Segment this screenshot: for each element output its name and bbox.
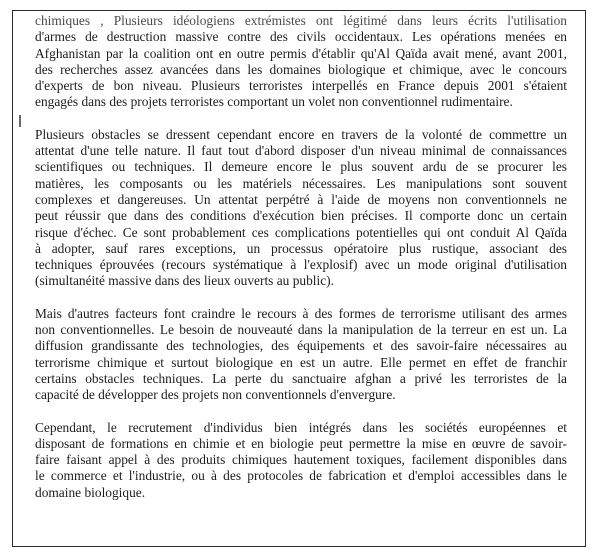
document-frame <box>12 10 586 547</box>
paragraph-2 <box>35 127 567 290</box>
text-line: des recherches assez avancées dans les domaines biologique et chimique, avec le concours <box>35 61 567 77</box>
text-line: Plusieurs obstacles se dressent cependant encore en travers de la volonté de commettre un <box>35 126 567 142</box>
text-line: risque d'échec. Ce sont probablement ces complications potentielles qui ont conduit Al Qaïda <box>35 224 567 240</box>
paragraph-4 <box>35 420 567 501</box>
text-line: matières, les composants ou les matériels nécessaires. Les manipulations sont souvent <box>35 175 567 191</box>
text-line: le commerce et l'industrie, ou à des protocoles de fabrication et d'emploi accessibles dans le <box>35 468 567 484</box>
text-line: terrorisme chimique et surtout biologique en est un autre. Elle permet en effet de franchir <box>35 354 567 370</box>
text-line: (simultanéité massive dans des lieux ouverts au public). <box>35 273 334 289</box>
paragraph-1 <box>35 13 567 111</box>
text-line: capacité de développer des projets non conventionnels d'envergure. <box>35 387 396 403</box>
text-line: Afghanistan par la coalition ont en outre permis d'établir qu'Al Qaïda avait mené, avant 2001, <box>35 45 567 61</box>
text-line: non conventionnelles. Le besoin de nouveauté dans la manipulation de la terreur en est un. La <box>35 322 567 338</box>
text-line: Mais d'autres facteurs font craindre le recours à des formes de terrorisme utilisant des armes <box>35 305 567 321</box>
margin-mark <box>19 115 21 127</box>
text-line: d'armes de destruction massive contre des civils occidentaux. Les opérations menées en <box>35 29 567 45</box>
text-line: d'experts de bon niveau. Plusieurs terroristes interpellés en France depuis 2001 s'étaient <box>35 78 567 94</box>
text-line: faire faisant appel à des produits chimiques hautement toxiques, facilement disponibles dans <box>35 452 567 468</box>
document-body <box>35 13 567 517</box>
text-line: certains obstacles techniques. La perte du sanctuaire afghan a privé les terroristes de la <box>35 370 567 386</box>
text-line: peut réussir que dans des conditions d'exécution bien précises. Il comporte donc un certain <box>35 208 567 224</box>
text-line: chimiques , Plusieurs idéologiens extrémistes ont légitimé dans leurs écrits l'utilisation <box>35 13 567 28</box>
text-line: disposant de formations en chimie et en biologie peut permettre la mise en œuvre de savoir- <box>35 435 567 451</box>
text-line: diffusion grandissante des technologies, des équipements et des savoir-faire nécessaires au <box>35 338 567 354</box>
text-line: engagés dans des projets terroristes comportant un volet non conventionnel rudimentaire. <box>35 94 513 110</box>
text-line: domaine biologique. <box>35 484 146 500</box>
text-line: techniques éprouvées (recours systématique à l'explosif) avec un mode original d'utilisation <box>35 257 567 273</box>
text-line: complexes et dangereuses. Un attentat perpétré à l'aide de moyens non conventionnels ne <box>35 191 567 207</box>
paragraph-3 <box>35 306 567 404</box>
text-line: scientifiques ou techniques. Il demeure encore le plus souvent ardu de se procurer les <box>35 159 567 175</box>
text-line: à adopter, sauf rares exceptions, un processus opératoire plus rustique, associant des <box>35 240 567 256</box>
text-line: attentat d'une telle nature. Il faut tout d'abord disposer d'un niveau minimal de connaissances <box>35 143 567 159</box>
text-line: Cependant, le recrutement d'individus bien intégrés dans les sociétés européennes et <box>35 419 567 435</box>
